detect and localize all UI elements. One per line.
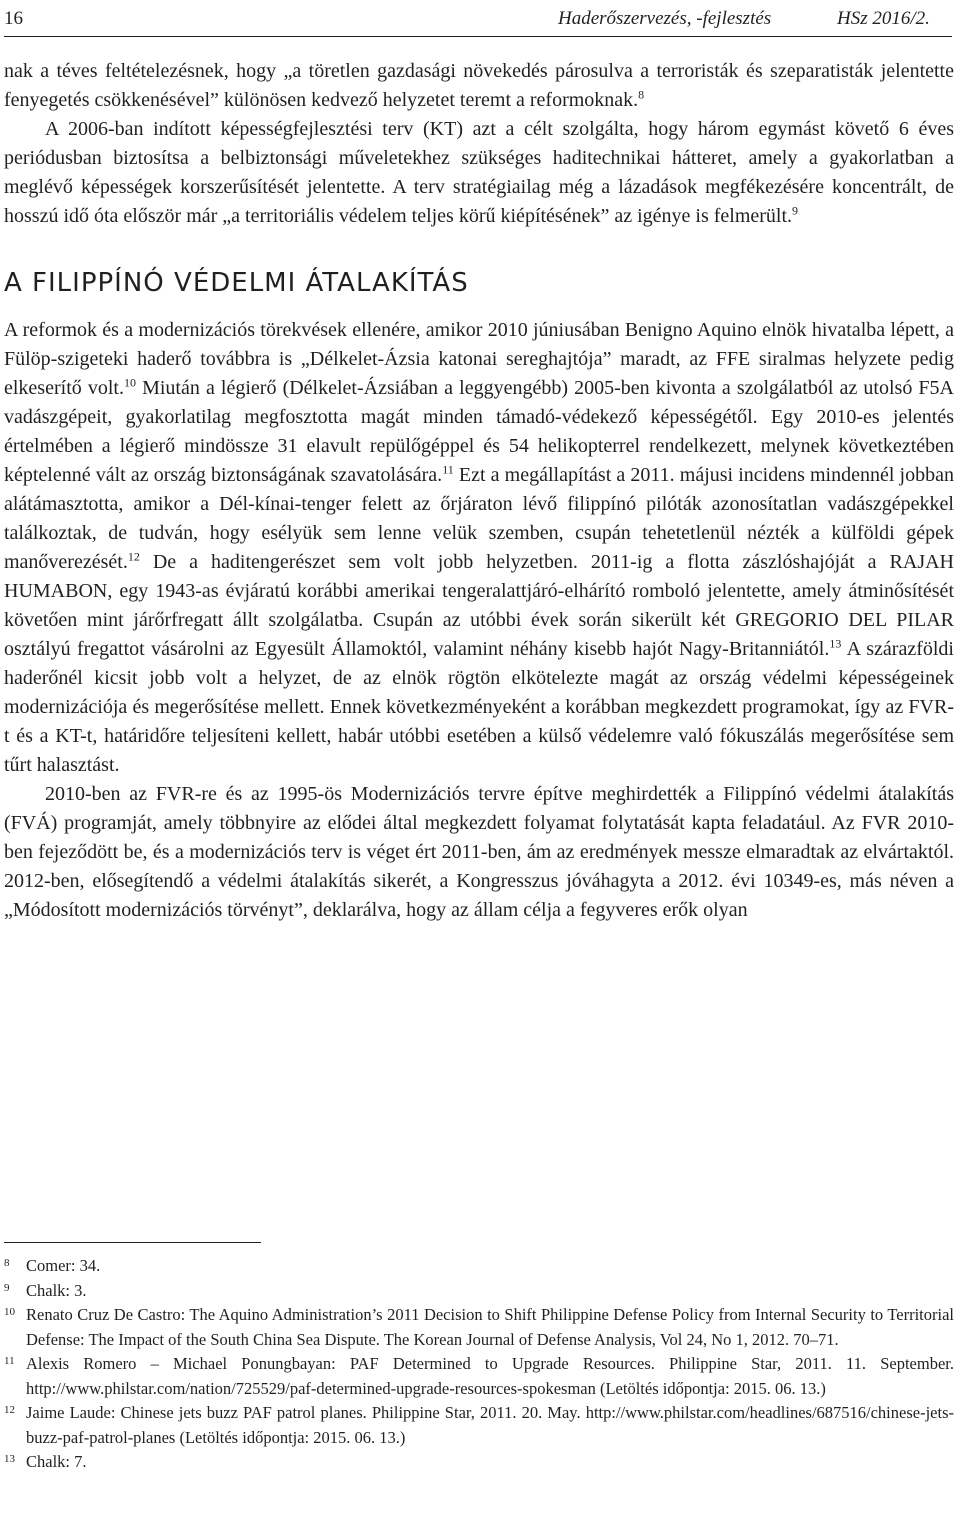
footnote-ref: 10: [123, 375, 136, 390]
footnote-text: Chalk: 3.: [26, 1280, 87, 1300]
footnote-number: 9: [4, 1281, 10, 1294]
footnote-number: 13: [4, 1453, 15, 1465]
footnote-text: Comer: 34.: [26, 1256, 101, 1275]
footnote-number: 8: [4, 1257, 10, 1269]
footnote: [4, 1401, 954, 1450]
issue-label: HSz 2016/2.: [837, 8, 930, 29]
footnote-text: Jaime Laude: Chinese jets buzz PAF patrol planes. Philippine Star, 2011. 20. May. http://www.philstar.com/headlines/687516/chinese-jets-buzz-paf-patrol-planes (Letöltés időpontja: 2015. 06. 13.): [26, 1403, 954, 1447]
footnote: [4, 1450, 954, 1475]
footnote-text: Alexis Romero – Michael Ponungbayan: PAF Determined to Upgrade Resources. Philippine Star, 2011. 11. September. http://www.philstar.com/nation/725529/paf-determined-upgrade-resources-spokesman (Letöltés időpontja: 2015. 06. 13.): [26, 1354, 954, 1398]
paragraph-2: [4, 115, 954, 231]
footnote: [4, 1279, 954, 1304]
footnote: [4, 1254, 954, 1279]
footnote-ref: 12: [127, 549, 140, 564]
paragraph-3-text-d: De a haditengerészet sem volt jobb helyzetben. 2011-ig a flotta zászlóshajóját a RAJAH HUMABON, egy 1943-as évjáratú korábbi amerikai tengeralattjáró-elhárító romboló jelentette, amely átminősítését követően mint járőrfregatt állt szolgálatba. Csupán az utóbbi évek során sikerült két GREGORIO DEL PILAR osztályú fregattot vásárolni az Egyesült Államoktól, valamint néhány kisebb hajót Nagy-Britanniától.: [4, 551, 954, 660]
footnote-ref: 13: [829, 636, 842, 651]
footnote-ref: 9: [792, 203, 799, 218]
paragraph-3-text-a: A reformok és a modernizációs törekvések ellenére, amikor 2010 júniusában Benigno Aquino elnök hivatalba lépett, a Fülöp-szigeteki haderő továbbra is „Délkelet-Ázsia katonai sereghajtója” maradt, az FFE siralmas helyzete pedig elkeserítő volt.: [4, 319, 954, 399]
footnote-number: 12: [4, 1404, 15, 1416]
paragraph-1-text: nak a téves feltételezésnek, hogy „a töretlen gazdasági növekedés párosulva a terroristák és szeparatisták jelentette fenyegetés csökkenésével” különösen kedvező helyzetet teremt a reformoknak.: [4, 60, 954, 111]
paragraph-3-text-c: Ezt a megállapítást a 2011. májusi incidens mindennél jobban alátámasztotta, amikor a Dél-kínai-tenger felett az őrjáraton lévő filippínó pilóták azonosítatlan vadászgépekkel találkoztak, de tudván, hogy esélyük sem lenne velük szemben, csupán tehetetlenül nézték a külföldi gépek manőverezését.: [4, 464, 954, 573]
page-number: 16: [4, 8, 23, 29]
footnote-divider: [4, 1242, 261, 1243]
paragraph-3-text-b: Miután a légierő (Délkelet-Ázsiában a leggyengébb) 2005-ben kivonta a szolgálatból az utolsó F5A vadászgépeit, gyakorlatilag megfosztotta magát minden támadó-védekező képességétől. Egy 2010-es jelentés értelmében a légierő mindössze 31 elavult repülőgéppel és 54 helikopterrel rendelkezett, melynek következtében képtelenné vált az ország biztonságának szavatolására.: [4, 377, 954, 486]
footnote: [4, 1303, 954, 1352]
paragraph-3-text-e: A szárazföldi haderőnél kicsit jobb volt a helyzet, de az elnök rögtön elkötelezte magát az ország védelmi képességeinek modernizációja és megerősítése mellett. Ennek következményeként a korábban megkezdett programokat, így az FVR-t és a KT-t, határidőre teljesíteni kellett, habár utóbbi esetében a külső védelemre való fókuszálás megerősítése sem tűrt halasztást.: [4, 638, 954, 776]
footnote: [4, 1352, 954, 1401]
paragraph-1: [4, 57, 954, 115]
running-header: [4, 8, 952, 36]
footnote-text: Renato Cruz De Castro: The Aquino Administration’s 2011 Decision to Shift Philippine Defense Policy from Internal Security to Territorial Defense: The Impact of the South China Sea Dispute. The Korean Journal of Defense Analysis, Vol 24, No 1, 2012. 70–71.: [26, 1305, 954, 1349]
footnote-text: Chalk: 7.: [26, 1452, 87, 1471]
paragraph-2-text: A 2006-ban indított képességfejlesztési terv (KT) azt a célt szolgálta, hogy három egymást követő 6 éves periódusban biztosítsa a belbiztonsági műveletekhez szükséges haditechnikai hátteret, amely a gyakorlatban a meglévő képességek korszerűsítését jelentette. A terv stratégiailag még a lázadások megfékezésére koncentrált, de hosszú idő óta először már „a territoriális védelem teljes körű kiépítésének” az igénye is felmerült.: [4, 118, 954, 227]
paragraph-4: [4, 780, 954, 925]
footnote-ref: 11: [442, 462, 454, 477]
footnote-number: 10: [4, 1306, 15, 1318]
section-title: A FILIPPÍNÓ VÉDELMI ÁTALAKÍTÁS: [4, 268, 469, 298]
footnote-ref: 8: [638, 87, 645, 102]
paragraph-3: [4, 316, 954, 780]
footnote-number: 11: [4, 1355, 15, 1367]
article-body: [4, 57, 954, 925]
paragraph-4-text: 2010-ben az FVR-re és az 1995-ös Modernizációs tervre építve meghirdették a Filippínó védelmi átalakítás (FVÁ) programját, amely többnyire az elődei által megkezdett folyamat folytatását kapta feladatául. Az FVR 2010-ben fejeződött be, és a modernizációs terv is véget ért 2011-ben, ám az eredmények messze elmaradtak az elvártaktól. 2012-ben, elősegítendő a védelmi átalakítás sikerét, a Kongresszus jóváhagyta a 2012. évi 10349-es, más néven a „Módosított modernizációs törvényt”, deklarálva, hogy az állam célja a fegyveres erők olyan: [4, 783, 954, 921]
running-title: Haderőszervezés, -fejlesztés: [558, 8, 772, 29]
header-divider: [4, 36, 952, 37]
footnotes: [4, 1254, 954, 1475]
